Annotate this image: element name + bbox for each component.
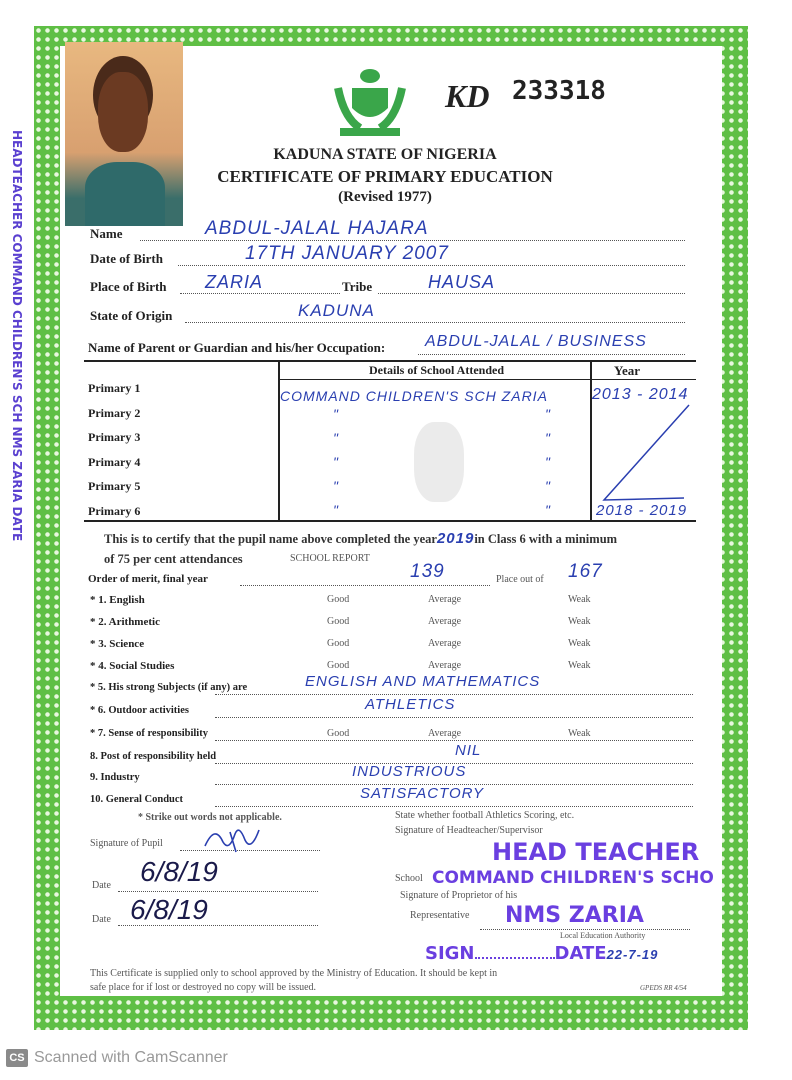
tribe-label: Tribe xyxy=(342,279,373,294)
state-value: KADUNA xyxy=(298,301,375,320)
coat-of-arms-crest xyxy=(330,66,410,140)
dob-label: Date of Birth xyxy=(90,251,163,266)
row-primary-6: Primary 6 xyxy=(88,503,141,518)
name-value: ABDUL-JALAL HAJARA xyxy=(205,218,429,239)
proprietor-label: Signature of Proprietor of his xyxy=(400,890,518,901)
name-label: Name xyxy=(90,226,123,241)
grade-average: Average xyxy=(428,638,462,649)
school-value: COMMAND CHILDREN'S SCH ZARIA xyxy=(280,388,548,404)
ditto: " xyxy=(545,502,551,518)
stamp-date-value: 22-7-19 xyxy=(606,947,659,962)
grade-good: Good xyxy=(327,594,350,605)
header-year: Year xyxy=(614,363,640,378)
ditto: " xyxy=(333,406,339,422)
certify-year: 2019 xyxy=(436,530,475,547)
grade-weak: Weak xyxy=(568,594,591,605)
remark-label: 8. Post of responsibility held xyxy=(90,751,217,762)
strike-note: * Strike out words not applicable. xyxy=(138,812,282,823)
ditto: " xyxy=(545,454,551,470)
state-label: State of Origin xyxy=(90,308,173,323)
local-authority-label: Local Education Authority xyxy=(560,931,646,940)
place-out-of-label: Place out of xyxy=(496,574,544,585)
school-table xyxy=(84,360,696,522)
merit-value: 139 xyxy=(410,561,445,582)
subject-label: * 1. English xyxy=(90,594,145,606)
grade-weak: Weak xyxy=(568,616,591,627)
ditto: " xyxy=(333,430,339,446)
remark-label: 10. General Conduct xyxy=(90,794,184,805)
merit-label: Order of merit, final year xyxy=(88,573,208,585)
state-whether-label: State whether football Athletics Scoring, etc. xyxy=(395,810,575,821)
camscanner-logo: CS xyxy=(6,1049,28,1067)
remark-value: INDUSTRIOUS xyxy=(352,763,467,780)
remark-label: * 7. Sense of responsibility xyxy=(90,728,208,739)
date1-label: Date xyxy=(92,880,111,891)
form-code: GPEDS RR 4/54 xyxy=(640,984,687,992)
date2-label: Date xyxy=(92,914,111,925)
parent-value: ABDUL-JALAL / BUSINESS xyxy=(425,333,647,350)
stamp-school: COMMAND CHILDREN'S SCHO xyxy=(432,868,714,888)
place-label: Place of Birth xyxy=(90,279,167,294)
stamp-sign: SIGN xyxy=(425,943,475,964)
footnote-line2: safe place for if lost or destroyed no copy will be issued. xyxy=(90,982,317,993)
grade-weak: Weak xyxy=(568,660,591,671)
row-primary-2: Primary 2 xyxy=(88,405,141,420)
pupil-signature xyxy=(200,826,270,854)
ditto: " xyxy=(333,478,339,494)
place-out-of-value: 167 xyxy=(568,561,603,582)
parent-label: Name of Parent or Guardian and his/her Occupation: xyxy=(88,340,386,355)
year-end: 2018 - 2019 xyxy=(596,502,688,519)
remark-label: * 5. His strong Subjects (if any) are xyxy=(90,682,248,693)
stamp-head-teacher: HEAD TEACHER xyxy=(492,838,700,866)
remark-value: ENGLISH AND MATHEMATICS xyxy=(305,673,541,690)
year-span-line xyxy=(594,400,694,505)
signature-pupil-label: Signature of Pupil xyxy=(90,838,163,849)
tribe-value: HAUSA xyxy=(428,272,496,292)
sense-good: Good xyxy=(327,728,350,739)
title-certificate: CERTIFICATE OF PRIMARY EDUCATION xyxy=(217,167,553,186)
remark-label: 9. Industry xyxy=(90,772,140,783)
remark-value: ATHLETICS xyxy=(365,696,456,713)
grade-good: Good xyxy=(327,616,350,627)
date2-value: 6/8/19 xyxy=(130,894,208,925)
remark-value: NIL xyxy=(455,742,482,759)
grade-weak: Weak xyxy=(568,638,591,649)
watermark-seal xyxy=(414,422,464,502)
title-revised: (Revised 1977) xyxy=(338,189,432,205)
grade-average: Average xyxy=(428,660,462,671)
subject-label: * 4. Social Studies xyxy=(90,660,175,672)
subject-label: * 3. Science xyxy=(90,638,145,650)
grade-average: Average xyxy=(428,594,462,605)
representative-label: Representative xyxy=(410,910,470,921)
ditto: " xyxy=(333,502,339,518)
year-start: 2013 - 2014 xyxy=(592,386,689,403)
head-signature-label: Signature of Headteacher/Supervisor xyxy=(395,825,543,836)
row-primary-5: Primary 5 xyxy=(88,479,141,493)
remark-value: SATISFACTORY xyxy=(360,785,484,802)
date1-value: 6/8/19 xyxy=(140,856,218,887)
subject-label: * 2. Arithmetic xyxy=(90,616,160,628)
row-primary-1: Primary 1 xyxy=(88,381,141,395)
grade-good: Good xyxy=(327,660,350,671)
serial-prefix: KD xyxy=(445,78,490,114)
footnote-line1: This Certificate is supplied only to school approved by the Ministry of Education. It should be kept in xyxy=(90,968,498,979)
ditto: " xyxy=(333,454,339,470)
row-primary-4: Primary 4 xyxy=(88,454,141,469)
certify-text-b: in Class 6 with a minimum xyxy=(474,532,618,546)
sense-average: Average xyxy=(428,728,462,739)
sense-weak: Weak xyxy=(568,728,591,739)
photo-stamp: HEADTEACHER COMMAND CHILDREN'S SCH NMS ZARIA DATE xyxy=(10,130,24,542)
school-report-heading: SCHOOL REPORT xyxy=(290,553,370,564)
camscanner-text: Scanned with CamScanner xyxy=(34,1049,228,1066)
remark-label: * 6. Outdoor activities xyxy=(90,705,189,716)
ditto: " xyxy=(545,430,551,446)
place-value: ZARIA xyxy=(205,272,264,292)
stamp-sign-date xyxy=(425,943,658,965)
stamp-nms-zaria: NMS ZARIA xyxy=(505,903,644,928)
header-school: Details of School Attended xyxy=(369,363,504,377)
row-primary-3: Primary 3 xyxy=(88,430,141,444)
ditto: " xyxy=(545,478,551,494)
dob-value: 17TH JANUARY 2007 xyxy=(245,243,449,264)
ditto: " xyxy=(545,406,551,422)
serial-number: 233318 xyxy=(512,76,606,106)
certify-line2: of 75 per cent attendances xyxy=(104,552,243,566)
school-label: School xyxy=(395,873,423,884)
grade-average: Average xyxy=(428,616,462,627)
title-state: KADUNA STATE OF NIGERIA xyxy=(273,146,497,163)
grade-good: Good xyxy=(327,638,350,649)
stamp-date: DATE xyxy=(554,943,607,964)
certify-text-a: This is to certify that the pupil name above completed the year xyxy=(104,532,437,546)
